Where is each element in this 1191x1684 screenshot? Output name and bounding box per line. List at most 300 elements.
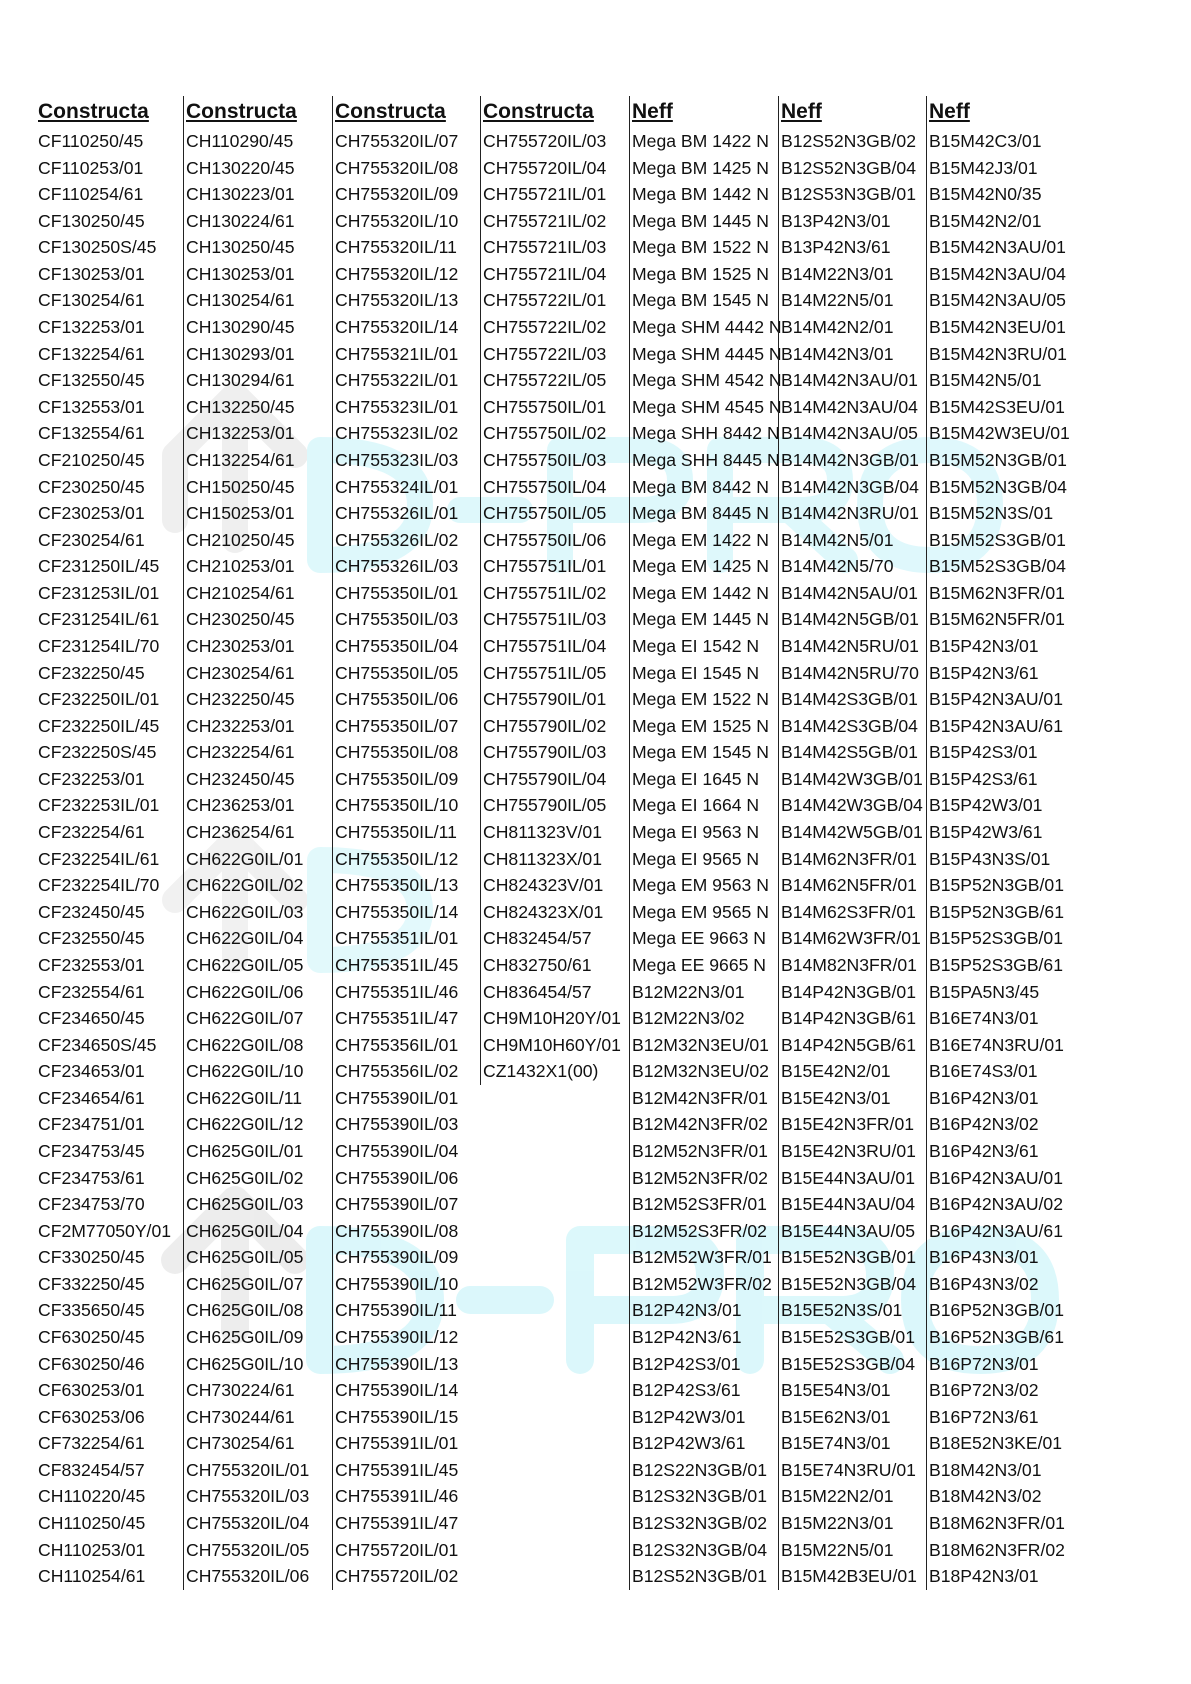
model-number: CH230253/01 bbox=[186, 635, 295, 656]
model-number: CH755350IL/12 bbox=[335, 848, 459, 869]
model-number: CH755722IL/03 bbox=[483, 343, 607, 364]
model-number: CF232550/45 bbox=[38, 928, 145, 949]
model-number: CH130224/61 bbox=[186, 210, 295, 231]
model-number: B12M52W3FR/01 bbox=[632, 1247, 772, 1268]
model-number: CH625G0IL/09 bbox=[186, 1327, 304, 1348]
model-number: Mega BM 1422 N bbox=[632, 131, 769, 151]
model-number: Mega BM 1522 N bbox=[632, 237, 769, 258]
model-number: B15P42N3AU/61 bbox=[929, 715, 1063, 736]
column-header: Constructa bbox=[38, 100, 149, 123]
model-number: B15E44N3AU/05 bbox=[781, 1220, 915, 1241]
model-number: CF234753/61 bbox=[38, 1167, 145, 1188]
model-number: CH130290/45 bbox=[186, 317, 295, 338]
model-number: CH755390IL/12 bbox=[335, 1327, 459, 1348]
model-number: B16P52N3GB/61 bbox=[929, 1327, 1064, 1348]
model-number: B15E74N3/01 bbox=[781, 1433, 891, 1454]
model-number: CH755750IL/05 bbox=[483, 503, 607, 524]
model-number: CH755351IL/45 bbox=[335, 954, 459, 975]
model-number: B14M82N3FR/01 bbox=[781, 954, 917, 975]
model-number: CF232254IL/70 bbox=[38, 875, 160, 896]
model-number: CH755790IL/03 bbox=[483, 742, 607, 763]
model-number: CH210253/01 bbox=[186, 556, 295, 577]
model-number: B15M22N5/01 bbox=[781, 1539, 894, 1560]
model-number: B15M42B3EU/01 bbox=[781, 1566, 917, 1587]
model-number: B12M32N3EU/01 bbox=[632, 1034, 769, 1055]
model-number: CH755720IL/03 bbox=[483, 131, 607, 151]
model-number: B14M42S5GB/01 bbox=[781, 742, 918, 763]
model-number: B12P42W3/01 bbox=[632, 1406, 746, 1427]
model-list bbox=[929, 128, 1079, 1590]
model-number: CH755356IL/02 bbox=[335, 1061, 459, 1082]
model-number: CH622G0IL/08 bbox=[186, 1034, 304, 1055]
model-number: CH824323V/01 bbox=[483, 875, 604, 896]
model-number: Mega EM 1522 N bbox=[632, 689, 769, 710]
model-number: CH622G0IL/02 bbox=[186, 875, 304, 896]
model-number: Mega SHM 4542 N bbox=[632, 370, 782, 391]
model-number: CF232250IL/01 bbox=[38, 689, 160, 710]
model-number: CH755320IL/06 bbox=[186, 1566, 310, 1587]
model-number: CH755721IL/02 bbox=[483, 210, 607, 231]
model-number: CH622G0IL/03 bbox=[186, 901, 304, 922]
column-header: Neff bbox=[929, 100, 970, 123]
model-number: CH622G0IL/07 bbox=[186, 1008, 304, 1029]
column-header: Constructa bbox=[483, 100, 594, 123]
model-number: CF330250/45 bbox=[38, 1247, 145, 1268]
model-number: Mega EI 9563 N bbox=[632, 822, 760, 843]
model-number: B14M42N5AU/01 bbox=[781, 582, 918, 603]
model-number: CH755350IL/05 bbox=[335, 662, 459, 683]
model-number: CH622G0IL/01 bbox=[186, 848, 304, 869]
model-number: CH755321IL/01 bbox=[335, 343, 459, 364]
model-list bbox=[186, 128, 336, 1590]
model-number: CF231254IL/61 bbox=[38, 609, 160, 630]
model-number: B14M42N3/01 bbox=[781, 343, 894, 364]
model-number: B14P42N5GB/61 bbox=[781, 1034, 916, 1055]
model-number: CF232253IL/01 bbox=[38, 795, 160, 816]
model-number: CH625G0IL/07 bbox=[186, 1273, 304, 1294]
model-number: CH755721IL/04 bbox=[483, 263, 607, 284]
model-number: B12S32N3GB/04 bbox=[632, 1539, 767, 1560]
model-number: CF832454/57 bbox=[38, 1459, 145, 1480]
model-number: B15E74N3RU/01 bbox=[781, 1459, 916, 1480]
model-number: Mega BM 8442 N bbox=[632, 476, 769, 497]
model-number: CH625G0IL/08 bbox=[186, 1300, 304, 1321]
model-number: Mega SHH 8445 N bbox=[632, 449, 780, 470]
model-number: CH730254/61 bbox=[186, 1433, 295, 1454]
model-number: CF231253IL/01 bbox=[38, 582, 160, 603]
model-number: B15M42N3AU/01 bbox=[929, 237, 1066, 258]
model-number: CH755350IL/04 bbox=[335, 635, 459, 656]
model-number: B18M62N3FR/01 bbox=[929, 1513, 1065, 1534]
model-number: B12S32N3GB/01 bbox=[632, 1486, 767, 1507]
model-number: B15P52S3GB/01 bbox=[929, 928, 1064, 949]
model-number: B12S52N3GB/02 bbox=[781, 131, 916, 151]
model-number: CH110253/01 bbox=[38, 1539, 146, 1560]
model-number: CH755390IL/11 bbox=[335, 1300, 457, 1321]
model-number: B15M42W3EU/01 bbox=[929, 423, 1070, 444]
model-number: Mega EI 1542 N bbox=[632, 635, 760, 656]
model-number: CH130294/61 bbox=[186, 370, 295, 391]
model-number: B12P42W3/61 bbox=[632, 1433, 746, 1454]
model-number: Mega EI 1664 N bbox=[632, 795, 760, 816]
model-number: CH755750IL/02 bbox=[483, 423, 607, 444]
model-number: CH755722IL/02 bbox=[483, 317, 607, 338]
model-number: B15M42J3/01 bbox=[929, 157, 1038, 178]
model-number: B15M42N5/01 bbox=[929, 370, 1042, 391]
model-number: CF234654/61 bbox=[38, 1087, 145, 1108]
model-number: B12S32N3GB/02 bbox=[632, 1513, 767, 1534]
model-number: CH755320IL/13 bbox=[335, 290, 459, 311]
model-number: CH625G0IL/04 bbox=[186, 1220, 304, 1241]
parts-compatibility-table bbox=[38, 96, 1168, 1596]
model-number: B15P42S3/01 bbox=[929, 742, 1038, 763]
model-number: CF232254/61 bbox=[38, 822, 145, 843]
model-number: CH625G0IL/10 bbox=[186, 1353, 304, 1374]
model-number: B14M62N3FR/01 bbox=[781, 848, 917, 869]
model-number: B15M42C3/01 bbox=[929, 131, 1042, 151]
model-number: B15E62N3/01 bbox=[781, 1406, 891, 1427]
model-number: CH110254/61 bbox=[38, 1566, 146, 1587]
model-number: CH836454/57 bbox=[483, 981, 592, 1002]
model-number: CH755750IL/03 bbox=[483, 449, 607, 470]
model-number: B12S53N3GB/01 bbox=[781, 184, 916, 205]
model-number: B16P72N3/02 bbox=[929, 1380, 1039, 1401]
column-constructa-3 bbox=[332, 96, 485, 1590]
model-number: CH625G0IL/02 bbox=[186, 1167, 304, 1188]
model-number: B14P42N3GB/01 bbox=[781, 981, 916, 1002]
model-number: CH755390IL/15 bbox=[335, 1406, 459, 1427]
model-number: B15E44N3AU/04 bbox=[781, 1194, 915, 1215]
model-number: B15M42N3AU/05 bbox=[929, 290, 1066, 311]
model-number: B14M42N3GB/01 bbox=[781, 449, 919, 470]
model-number: CH811323V/01 bbox=[483, 822, 603, 843]
model-number: CF234751/01 bbox=[38, 1114, 145, 1135]
model-number: CH236254/61 bbox=[186, 822, 295, 843]
model-number: Mega EM 1545 N bbox=[632, 742, 769, 763]
model-number: CH625G0IL/05 bbox=[186, 1247, 304, 1268]
model-number: CH755323IL/02 bbox=[335, 423, 459, 444]
model-number: CF132553/01 bbox=[38, 396, 145, 417]
model-number: CF2M77050Y/01 bbox=[38, 1220, 172, 1241]
model-number: CH832454/57 bbox=[483, 928, 592, 949]
model-number: CH755350IL/09 bbox=[335, 768, 459, 789]
model-number: Mega EE 9663 N bbox=[632, 928, 766, 949]
model-number: B15E44N3AU/01 bbox=[781, 1167, 915, 1188]
model-number: CH150253/01 bbox=[186, 503, 295, 524]
model-number: CH755790IL/02 bbox=[483, 715, 607, 736]
model-number: B14M42W3GB/01 bbox=[781, 768, 923, 789]
model-number: B12M52S3FR/01 bbox=[632, 1194, 767, 1215]
model-number: CF230254/61 bbox=[38, 529, 145, 550]
model-number: B16P42N3AU/02 bbox=[929, 1194, 1063, 1215]
model-number: CH755320IL/09 bbox=[335, 184, 459, 205]
model-number: CH755350IL/01 bbox=[335, 582, 459, 603]
model-number: B15M52N3S/01 bbox=[929, 503, 1054, 524]
model-number: CH755320IL/12 bbox=[335, 263, 459, 284]
model-number: CH110220/45 bbox=[38, 1486, 146, 1507]
model-number: CH755350IL/11 bbox=[335, 822, 457, 843]
model-number: CH130250/45 bbox=[186, 237, 295, 258]
model-number: B15P42W3/01 bbox=[929, 795, 1043, 816]
model-number: CF130250/45 bbox=[38, 210, 145, 231]
model-number: CH132253/01 bbox=[186, 423, 295, 444]
model-number: Mega EM 1442 N bbox=[632, 582, 769, 603]
model-number: CH755750IL/01 bbox=[483, 396, 607, 417]
column-header: Constructa bbox=[186, 100, 297, 123]
column-header: Neff bbox=[781, 100, 822, 123]
model-number: B14M22N5/01 bbox=[781, 290, 894, 311]
model-number: CH230254/61 bbox=[186, 662, 295, 683]
model-number: B15P42N3AU/01 bbox=[929, 689, 1063, 710]
model-number: B15E42N3/01 bbox=[781, 1087, 891, 1108]
model-number: B14M22N3/01 bbox=[781, 263, 894, 284]
model-number: B15P42N3/01 bbox=[929, 635, 1039, 656]
model-number: CF630250/46 bbox=[38, 1353, 145, 1374]
model-number: Mega SHM 4442 N bbox=[632, 317, 782, 338]
model-number: CF630250/45 bbox=[38, 1327, 145, 1348]
model-number: CH232253/01 bbox=[186, 715, 295, 736]
model-number: CH755326IL/02 bbox=[335, 529, 459, 550]
model-list bbox=[781, 128, 931, 1590]
model-number: CH236253/01 bbox=[186, 795, 295, 816]
model-number: B14M42S3GB/04 bbox=[781, 715, 918, 736]
model-number: CF234753/70 bbox=[38, 1194, 145, 1215]
model-number: CF132253/01 bbox=[38, 317, 145, 338]
model-number: CH232254/61 bbox=[186, 742, 295, 763]
model-number: CH755390IL/14 bbox=[335, 1380, 459, 1401]
model-number: CF230253/01 bbox=[38, 503, 145, 524]
model-number: CH755790IL/04 bbox=[483, 768, 607, 789]
model-number: CF232450/45 bbox=[38, 901, 145, 922]
model-number: B14M62W3FR/01 bbox=[781, 928, 921, 949]
column-header: Neff bbox=[632, 100, 673, 123]
model-number: B12M42N3FR/02 bbox=[632, 1114, 768, 1135]
model-number: CF234650/45 bbox=[38, 1008, 145, 1029]
model-number: B12P42N3/01 bbox=[632, 1300, 742, 1321]
model-number: B14M42N5/70 bbox=[781, 556, 894, 577]
model-number: B12M22N3/01 bbox=[632, 981, 745, 1002]
model-number: Mega EM 9563 N bbox=[632, 875, 769, 896]
model-number: CH130293/01 bbox=[186, 343, 295, 364]
model-number: CH755390IL/03 bbox=[335, 1114, 459, 1135]
column-neff-2 bbox=[778, 96, 931, 1590]
model-number: CH755320IL/07 bbox=[335, 131, 459, 151]
model-number: B18P42N3/01 bbox=[929, 1566, 1039, 1587]
model-number: CH755351IL/47 bbox=[335, 1008, 459, 1029]
model-number: CF232554/61 bbox=[38, 981, 145, 1002]
model-list bbox=[38, 128, 188, 1590]
model-number: B14M62N5FR/01 bbox=[781, 875, 917, 896]
model-number: CH755391IL/45 bbox=[335, 1459, 459, 1480]
model-number: CH832750/61 bbox=[483, 954, 592, 975]
model-number: CH755351IL/01 bbox=[335, 928, 459, 949]
model-number: B14M42N5/01 bbox=[781, 529, 894, 550]
model-number: B14M42N3GB/04 bbox=[781, 476, 919, 497]
model-number: Mega SHH 8442 N bbox=[632, 423, 780, 444]
model-number: CH755356IL/01 bbox=[335, 1034, 459, 1055]
model-number: CH622G0IL/11 bbox=[186, 1087, 303, 1108]
model-number: CF210250/45 bbox=[38, 449, 145, 470]
model-number: B12M52N3FR/02 bbox=[632, 1167, 768, 1188]
model-number: CH755391IL/01 bbox=[335, 1433, 459, 1454]
model-number: CH130223/01 bbox=[186, 184, 295, 205]
model-number: CH755390IL/13 bbox=[335, 1353, 459, 1374]
model-number: B16P42N3AU/01 bbox=[929, 1167, 1063, 1188]
column-header: Constructa bbox=[335, 100, 446, 123]
model-number: B16P42N3/02 bbox=[929, 1114, 1039, 1135]
model-number: Mega BM 1545 N bbox=[632, 290, 769, 311]
model-number: CH811323X/01 bbox=[483, 848, 603, 869]
model-number: Mega EM 1425 N bbox=[632, 556, 769, 577]
model-number: CF231254IL/70 bbox=[38, 635, 160, 656]
model-number: B12P42N3/61 bbox=[632, 1327, 742, 1348]
model-number: CH755722IL/01 bbox=[483, 290, 607, 311]
model-number: CF232254IL/61 bbox=[38, 848, 160, 869]
model-number: CH232450/45 bbox=[186, 768, 295, 789]
model-number: B18M42N3/01 bbox=[929, 1459, 1042, 1480]
model-number: CH755391IL/47 bbox=[335, 1513, 459, 1534]
model-number: CF110254/61 bbox=[38, 184, 144, 205]
model-number: CH210254/61 bbox=[186, 582, 295, 603]
model-number: Mega EI 9565 N bbox=[632, 848, 760, 869]
model-number: B12S52N3GB/01 bbox=[632, 1566, 767, 1587]
model-number: CH755322IL/01 bbox=[335, 370, 459, 391]
model-number: B14M42N3AU/05 bbox=[781, 423, 918, 444]
model-number: Mega EM 9565 N bbox=[632, 901, 769, 922]
model-number: B13P42N3/01 bbox=[781, 210, 891, 231]
model-number: B16P43N3/02 bbox=[929, 1273, 1039, 1294]
model-number: B15E52S3GB/04 bbox=[781, 1353, 916, 1374]
model-number: B15M42N2/01 bbox=[929, 210, 1042, 231]
model-number: CF132554/61 bbox=[38, 423, 145, 444]
model-number: CF335650/45 bbox=[38, 1300, 145, 1321]
model-number: CH9M10H20Y/01 bbox=[483, 1008, 621, 1029]
model-number: B15M52S3GB/04 bbox=[929, 556, 1066, 577]
model-number: B13P42N3/61 bbox=[781, 237, 891, 258]
column-neff-1 bbox=[629, 96, 782, 1590]
model-number: B12M52S3FR/02 bbox=[632, 1220, 767, 1241]
model-number: B15M52N3GB/04 bbox=[929, 476, 1067, 497]
model-number: CH132250/45 bbox=[186, 396, 295, 417]
model-number: CH755350IL/07 bbox=[335, 715, 459, 736]
model-number: CH755790IL/01 bbox=[483, 689, 607, 710]
model-number: CF234753/45 bbox=[38, 1140, 145, 1161]
model-number: B14M42N3RU/01 bbox=[781, 503, 919, 524]
model-number: B16P42N3/61 bbox=[929, 1140, 1039, 1161]
model-number: CH110290/45 bbox=[186, 131, 294, 151]
model-number: B14M62S3FR/01 bbox=[781, 901, 916, 922]
model-number: Mega BM 1425 N bbox=[632, 157, 769, 178]
model-number: CH755350IL/06 bbox=[335, 689, 459, 710]
model-number: B12M52N3FR/01 bbox=[632, 1140, 768, 1161]
model-number: B14M42N3AU/04 bbox=[781, 396, 918, 417]
model-number: CH755326IL/03 bbox=[335, 556, 459, 577]
model-number: CH755391IL/46 bbox=[335, 1486, 459, 1507]
model-number: B15E52S3GB/01 bbox=[781, 1327, 916, 1348]
model-number: B18M62N3FR/02 bbox=[929, 1539, 1065, 1560]
model-number: B18M42N3/02 bbox=[929, 1486, 1042, 1507]
model-number: B12P42S3/61 bbox=[632, 1380, 741, 1401]
model-number: B12M32N3EU/02 bbox=[632, 1061, 769, 1082]
model-number: CF132254/61 bbox=[38, 343, 145, 364]
model-number: CH755390IL/08 bbox=[335, 1220, 459, 1241]
model-number: CH130220/45 bbox=[186, 157, 295, 178]
model-number: B15E54N3/01 bbox=[781, 1380, 891, 1401]
model-number: B16P52N3GB/01 bbox=[929, 1300, 1064, 1321]
model-number: CH755750IL/04 bbox=[483, 476, 607, 497]
model-number: Mega BM 1525 N bbox=[632, 263, 769, 284]
model-number: B14M42S3GB/01 bbox=[781, 689, 918, 710]
model-number: B14M42N5RU/70 bbox=[781, 662, 919, 683]
model-number: CH755350IL/03 bbox=[335, 609, 459, 630]
model-number: B14M42N3AU/01 bbox=[781, 370, 918, 391]
model-number: CH755320IL/14 bbox=[335, 317, 459, 338]
model-number: CH150250/45 bbox=[186, 476, 295, 497]
model-number: B12S52N3GB/04 bbox=[781, 157, 916, 178]
model-number: CH730244/61 bbox=[186, 1406, 295, 1427]
model-number: CH755750IL/06 bbox=[483, 529, 607, 550]
model-number: CH755351IL/46 bbox=[335, 981, 459, 1002]
model-number: B16P42N3/01 bbox=[929, 1087, 1039, 1108]
model-number: B14M42W5GB/01 bbox=[781, 822, 923, 843]
model-number: CH755721IL/03 bbox=[483, 237, 607, 258]
model-number: Mega SHM 4445 N bbox=[632, 343, 782, 364]
model-number: B12M22N3/02 bbox=[632, 1008, 745, 1029]
model-number: CH755320IL/10 bbox=[335, 210, 459, 231]
model-number: B15P52S3GB/61 bbox=[929, 954, 1064, 975]
model-number: CH755326IL/01 bbox=[335, 503, 459, 524]
model-number: B15M22N2/01 bbox=[781, 1486, 894, 1507]
model-number: Mega EE 9665 N bbox=[632, 954, 766, 975]
model-number: B15M42N3EU/01 bbox=[929, 317, 1066, 338]
model-number: CH755390IL/10 bbox=[335, 1273, 459, 1294]
model-number: B16E74N3RU/01 bbox=[929, 1034, 1064, 1055]
model-list bbox=[632, 128, 782, 1590]
model-number: B15E42N3RU/01 bbox=[781, 1140, 916, 1161]
model-number: CH130254/61 bbox=[186, 290, 295, 311]
model-number: B15E42N3FR/01 bbox=[781, 1114, 915, 1135]
model-number: CH755751IL/01 bbox=[483, 556, 607, 577]
model-number: CF230250/45 bbox=[38, 476, 145, 497]
model-number: CH755320IL/03 bbox=[186, 1486, 310, 1507]
column-neff-3 bbox=[926, 96, 1079, 1590]
model-number: B12S22N3GB/01 bbox=[632, 1459, 767, 1480]
model-number: CF234650S/45 bbox=[38, 1034, 157, 1055]
model-number: CH755390IL/01 bbox=[335, 1087, 459, 1108]
model-number: CF132550/45 bbox=[38, 370, 145, 391]
model-number: CF332250/45 bbox=[38, 1273, 145, 1294]
model-number: CH755790IL/05 bbox=[483, 795, 607, 816]
model-number: B15PA5N3/45 bbox=[929, 981, 1040, 1002]
model-number: Mega EI 1645 N bbox=[632, 768, 760, 789]
model-number: B15E42N2/01 bbox=[781, 1061, 891, 1082]
model-number: B14M42N5GB/01 bbox=[781, 609, 919, 630]
model-number: Mega BM 1442 N bbox=[632, 184, 769, 205]
model-number: B16E74N3/01 bbox=[929, 1008, 1039, 1029]
model-number: CH130253/01 bbox=[186, 263, 295, 284]
model-number: B15M62N3FR/01 bbox=[929, 582, 1065, 603]
model-number: Mega SHM 4545 N bbox=[632, 396, 782, 417]
model-number: CH230250/45 bbox=[186, 609, 295, 630]
model-number: Mega EM 1525 N bbox=[632, 715, 769, 736]
model-number: CF130250S/45 bbox=[38, 237, 157, 258]
model-number: B15M42N3AU/04 bbox=[929, 263, 1066, 284]
model-number: CH755323IL/03 bbox=[335, 449, 459, 470]
model-number: CH755350IL/08 bbox=[335, 742, 459, 763]
model-number: CH755390IL/06 bbox=[335, 1167, 459, 1188]
model-list bbox=[483, 128, 633, 1085]
model-number: B15M42N0/35 bbox=[929, 184, 1042, 205]
